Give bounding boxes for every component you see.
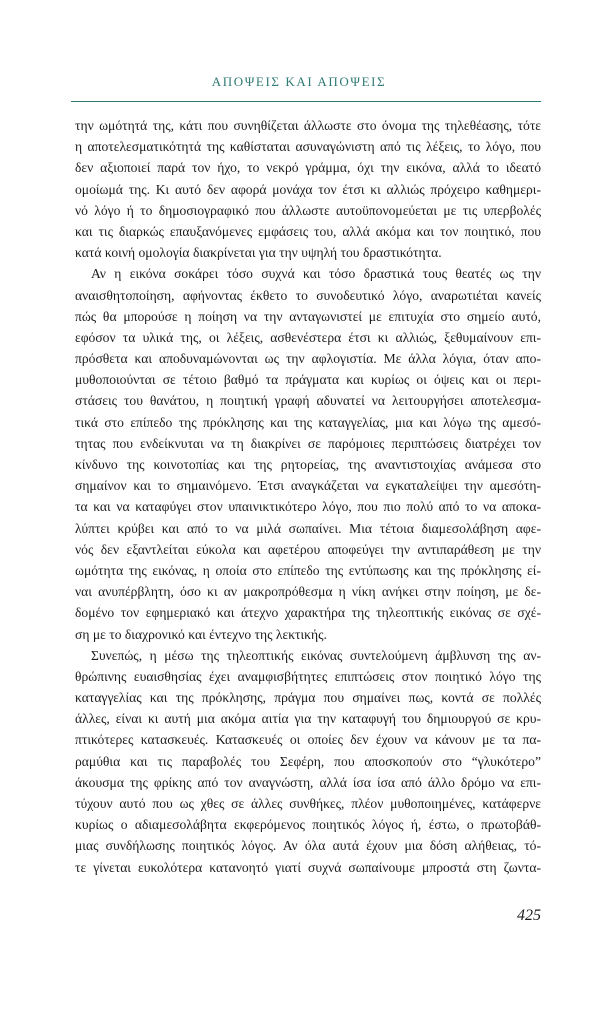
text-line: λύπτει κρύβει και από το να μιλά σωπαίνει. Μια τέτοια διαμεσολάβηση αφε- — [75, 520, 541, 536]
text-line: κυρίως ο αδιαμεσολάβητα εκφερόμενος ποιητικός λόγος ή, έστω, ο πρωτοβάθ- — [75, 817, 541, 833]
text-line: στάσεις του θανάτου, η ποιητική γραφή αδυνατεί να λειτουργήσει αποτελεσμα- — [75, 393, 541, 409]
text-line: άκουσμα της φρίκης από τον αναγνώστη, αλλά ίσα ίσα από άλλο δρόμο να επι- — [75, 774, 541, 790]
text-line: η αποτελεσματικότητά της καθίσταται ασυναγώνιστη από τις λέξεις, το λόγο, που — [75, 139, 541, 155]
text-line: ση με το διαχρονικό και έντεχνο της λεκτικής. — [75, 626, 327, 642]
text-line: νό λόγο ή το δημοσιογραφικό που άλλωστε αυτοϋπονομεύεται με τις υπερβολές — [75, 202, 541, 218]
body-text — [75, 115, 541, 878]
text-line: τικά στο επίπεδο της πρόκλησης και της καταγγελίας, μια και λόγω της αμεσό- — [75, 414, 541, 430]
text-line: ραμύθια και τις παραβολές του Σεφέρη, που αποσκοπούν στο “γλυκότερο” — [75, 753, 541, 769]
text-line: σημαίνον και το σημαινόμενο. Έτσι αναγκάζεται να εγκαταλείψει την αμεσότη- — [75, 478, 541, 494]
text-line: ομοίωμά της. Κι αυτό δεν αφορά μονάχα τον έτσι κι αλλιώς πρόχειρο καθημερι- — [75, 181, 541, 197]
text-line: θρώπινης ευαισθησίας έχει αναμφισβήτητες επιπτώσεις στον ποιητικό λόγο της — [75, 668, 541, 684]
text-line: δεν αξιοποιεί παρά τον ήχο, το νεκρό γράμμα, όχι την εικόνα, αλλά το ιδεατό — [75, 160, 541, 176]
text-line: νός δεν εξαντλείται εύκολα και αφετέρου αποφεύγει την αντιπαράθεση με την — [75, 541, 541, 557]
text-line: αναισθητοποίηση, αφήνοντας έκθετο το συνοδευτικό λόγο, αναρωτιέται κανείς — [75, 287, 541, 303]
text-line: Αν η εικόνα σοκάρει τόσο συχνά και τόσο δραστικά τους θεατές ως την — [91, 266, 541, 282]
text-line: και τις διαρκώς επαυξανόμενες εμφάσεις του, αλλά ακόμα και τον ποιητικό, που — [75, 223, 541, 239]
text-line: άλλες, είναι κι αυτή μια ακόμα αιτία για την καταφυγή του δημιουργού σε κρυ- — [75, 711, 541, 727]
text-line: μιας συνδήλωσης ποιητικός λόγος. Αν όλα αυτά έχουν μια δόση αλήθειας, τό- — [75, 838, 541, 854]
text-line: κατά κοινή ομολογία διακρίνεται για την υψηλή του δραστικότητα. — [75, 245, 442, 261]
paragraph — [75, 645, 541, 878]
text-line: εφόσον τα υλικά της, οι λέξεις, ασθενέστερα έτσι κι αλλιώς, ξεθυμαίνουν επι- — [75, 329, 541, 345]
text-line: κίνδυνο της κοινοτοπίας και της ρητορείας, της αναντιστοιχίας ανάμεσα στο — [75, 457, 541, 472]
text-line: μυθοποιούνται σε τέτοιο βαθμό τα πράγματα και κυρίως οι όψεις και οι περι- — [75, 372, 541, 388]
paragraph — [75, 263, 541, 644]
text-line: την ωμότητά της, κάτι που συνηθίζεται άλλωστε στο όνομα της τηλεθέασης, τότε — [75, 118, 541, 133]
text-line: δομένο τον εφημεριακό και άτεχνο χαρακτήρα της τηλεοπτικής εικόνας σε σχέ- — [75, 605, 541, 621]
text-line: ναι ανυπέρβλητη, όσο κι αν μακροπρόθεσμα η νίκη ανήκει στην ποίηση, με δε- — [75, 584, 541, 600]
text-line: πρόσθετα και αποδυναμώνονται ως την αφλογιστία. Με άλλα λόγια, όταν απο- — [75, 351, 541, 367]
text-line: πτικότερες κατασκευές. Κατασκευές οι οποίες δεν έχουν να κάνουν με τα πα- — [75, 732, 541, 748]
paragraph — [75, 115, 541, 263]
text-line: ωμότητα της εικόνας, η οποία στο επίπεδο της εντύπωσης και της πρόκλησης εί- — [75, 562, 541, 578]
header-rule — [71, 101, 541, 102]
text-line: Συνεπώς, η μέσω της τηλεοπτικής εικόνας συντελούμενη άμβλυνση της αν- — [91, 647, 541, 663]
text-line: πώς θα μπορούσε η ποίηση να την ανταγωνιστεί με επιτυχία στο σημείο αυτό, — [75, 308, 541, 324]
text-line: τύχουν αυτό που ως χθες σε άλλες συνθήκες, πλέον μυθοποιημένες, κατάφερνε — [75, 796, 541, 811]
text-line: τε γίνεται ευκολότερα κατανοητό γιατί συχνά σωπαίνουμε μπροστά στη ζωντα- — [75, 859, 541, 875]
text-line: καταγγελίας και της πρόκλησης, πράγμα που σημαίνει πως, κοντά σε πολλές — [75, 690, 541, 706]
text-line: τα και να καταφύγει στον υπαινικτικότερο λόγο, που πιο πολύ από το να αποκα- — [75, 499, 541, 515]
running-head: ΑΠΟΨΕΙΣ ΚΑΙ ΑΠΟΨΕΙΣ — [211, 74, 387, 89]
text-line: τητας που ενδείκνυται να τη διακρίνει σε παρόμοιες περιπτώσεις διατρέχει τον — [75, 435, 541, 451]
page-number: 425 — [517, 907, 541, 924]
